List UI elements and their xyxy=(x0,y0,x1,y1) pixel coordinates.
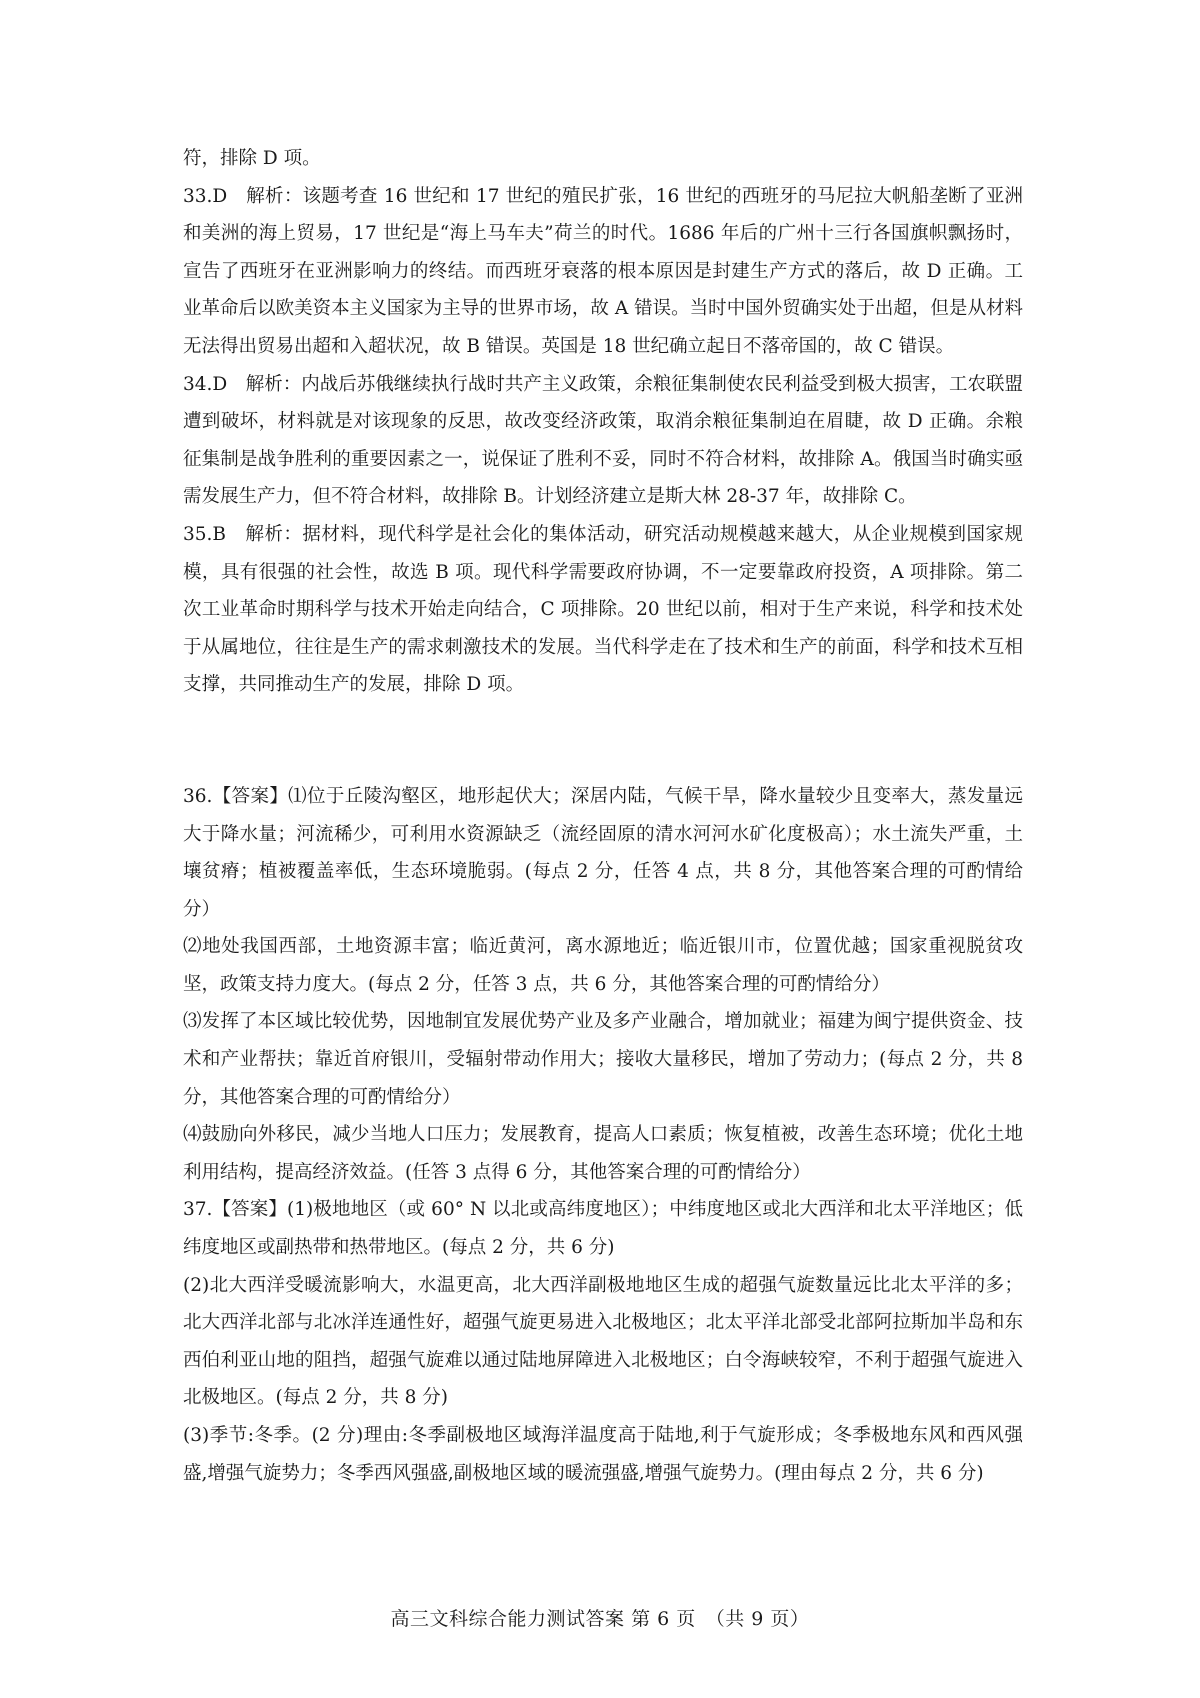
answer-q37-part1: 37.【答案】(1)极地地区（或 60° N 以北或高纬度地区）；中纬度地区或北大西洋和北太平洋地区；低纬度地区或副热带和热带地区。(每点 2 分，共 6 分) xyxy=(183,1199,1023,1259)
answer-q36-part3: ⑶发挥了本区域比较优势，因地制宜发展优势产业及多产业融合，增加就业；福建为闽宁提供资金、技术和产业帮扶；靠近首府银川，受辐射带动作用大；接收大量移民，增加了劳动力；(每点 2 分，共 8 分，其他答案合理的可酌情给分） xyxy=(183,1011,1029,1108)
answer-q37-part3: (3)季节:冬季。(2 分)理由:冬季副极地区域海洋温度高于陆地,利于气旋形成；冬季极地东风和西风强盛,增强气旋势力；冬季西风强盛,副极地区域的暖流强盛,增强气旋势力。(理由每点 2 分，共 6 分) xyxy=(183,1425,1023,1484)
answer-q33: 33.D 解析：该题考查 16 世纪和 17 世纪的殖民扩张，16 世纪的西班牙的马尼拉大帆船垄断了亚洲和美洲的海上贸易，17 世纪是“海上马车夫”荷兰的时代。1686 年后的广州十三行各国旗帜飘扬时，宣告了西班牙在亚洲影响力的终结。而西班牙衰落的根本原因是封建生产方式的落后，故 D 正确。工业革命后以欧美资本主义国家为主导的世界市场，故 A 错误。当时中国外贸确实处于出超，但是从材料无法得出贸易出超和入超状况，故 B 错误。英国是 18 世纪确立起日不落帝国的，故 C 错误。 xyxy=(183,185,1023,357)
page-footer: 高三文科综合能力测试答案 第 6 页 （共 9 页） xyxy=(390,1608,810,1630)
answer-q35: 35.B 解析：据材料，现代科学是社会化的集体活动，研究活动规模越来越大，从企业规模到国家规模，具有很强的社会性，故选 B 项。现代科学需要政府协调，不一定要靠政府投资，A 项排除。第二次工业革命时期科学与技术开始走向结合，C 项排除。20 世纪以前，相对于生产来说，科学和技术处于从属地位，往往是生产的需求刺激技术的发展。当代科学走在了技术和生产的前面，科学和技术互相支撑，共同推动生产的发展，排除 D 项。 xyxy=(183,523,1023,696)
answer-document xyxy=(183,140,1029,1492)
answer-q36-part4: ⑷鼓励向外移民，减少当地人口压力；发展教育，提高人口素质；恢复植被，改善生态环境；优化土地利用结构，提高经济效益。(任答 3 点得 6 分，其他答案合理的可酌情给分） xyxy=(183,1124,1023,1183)
answer-q36-part1: 36.【答案】⑴位于丘陵沟壑区，地形起伏大；深居内陆，气候干旱，降水量较少且变率大，蒸发量远大于降水量；河流稀少，可利用水资源缺乏（流经固原的清水河河水矿化度极高）；水土流失严重，土壤贫瘠；植被覆盖率低，生态环境脆弱。(每点 2 分，任答 4 点，共 8 分，其他答案合理的可酌情给分） xyxy=(183,785,1023,920)
answer-q36-part2: ⑵地处我国西部，土地资源丰富；临近黄河，离水源地近；临近银川市，位置优越；国家重视脱贫攻坚，政策支持力度大。(每点 2 分，任答 3 点，共 6 分，其他答案合理的可酌情给分） xyxy=(183,936,1023,995)
section-gap xyxy=(183,704,1023,778)
answer-q34: 34.D 解析：内战后苏俄继续执行战时共产主义政策，余粮征集制使农民利益受到极大损害，工农联盟遭到破坏，材料就是对该现象的反思，故改变经济政策，取消余粮征集制迫在眉睫，故 D 正确。余粮征集制是战争胜利的重要因素之一，说保证了胜利不妥，同时不符合材料，故排除 A。俄国当时确实亟需发展生产力，但不符合材料，故排除 B。计划经济建立是斯大林 28-37 年，故排除 C。 xyxy=(183,373,1023,508)
answer-q37-part2: (2)北大西洋受暖流影响大，水温更高，北大西洋副极地地区生成的超强气旋数量远比北太平洋的多；北大西洋北部与北冰洋连通性好，超强气旋更易进入北极地区；北太平洋北部受北部阿拉斯加半岛和东西伯利亚山地的阻挡，超强气旋难以通过陆地屏障进入北极地区；白令海峡较窄，不利于超强气旋进入北极地区。(每点 2 分，共 8 分) xyxy=(183,1274,1023,1409)
answer-q32-tail: 符，排除 D 项。 xyxy=(183,148,321,169)
